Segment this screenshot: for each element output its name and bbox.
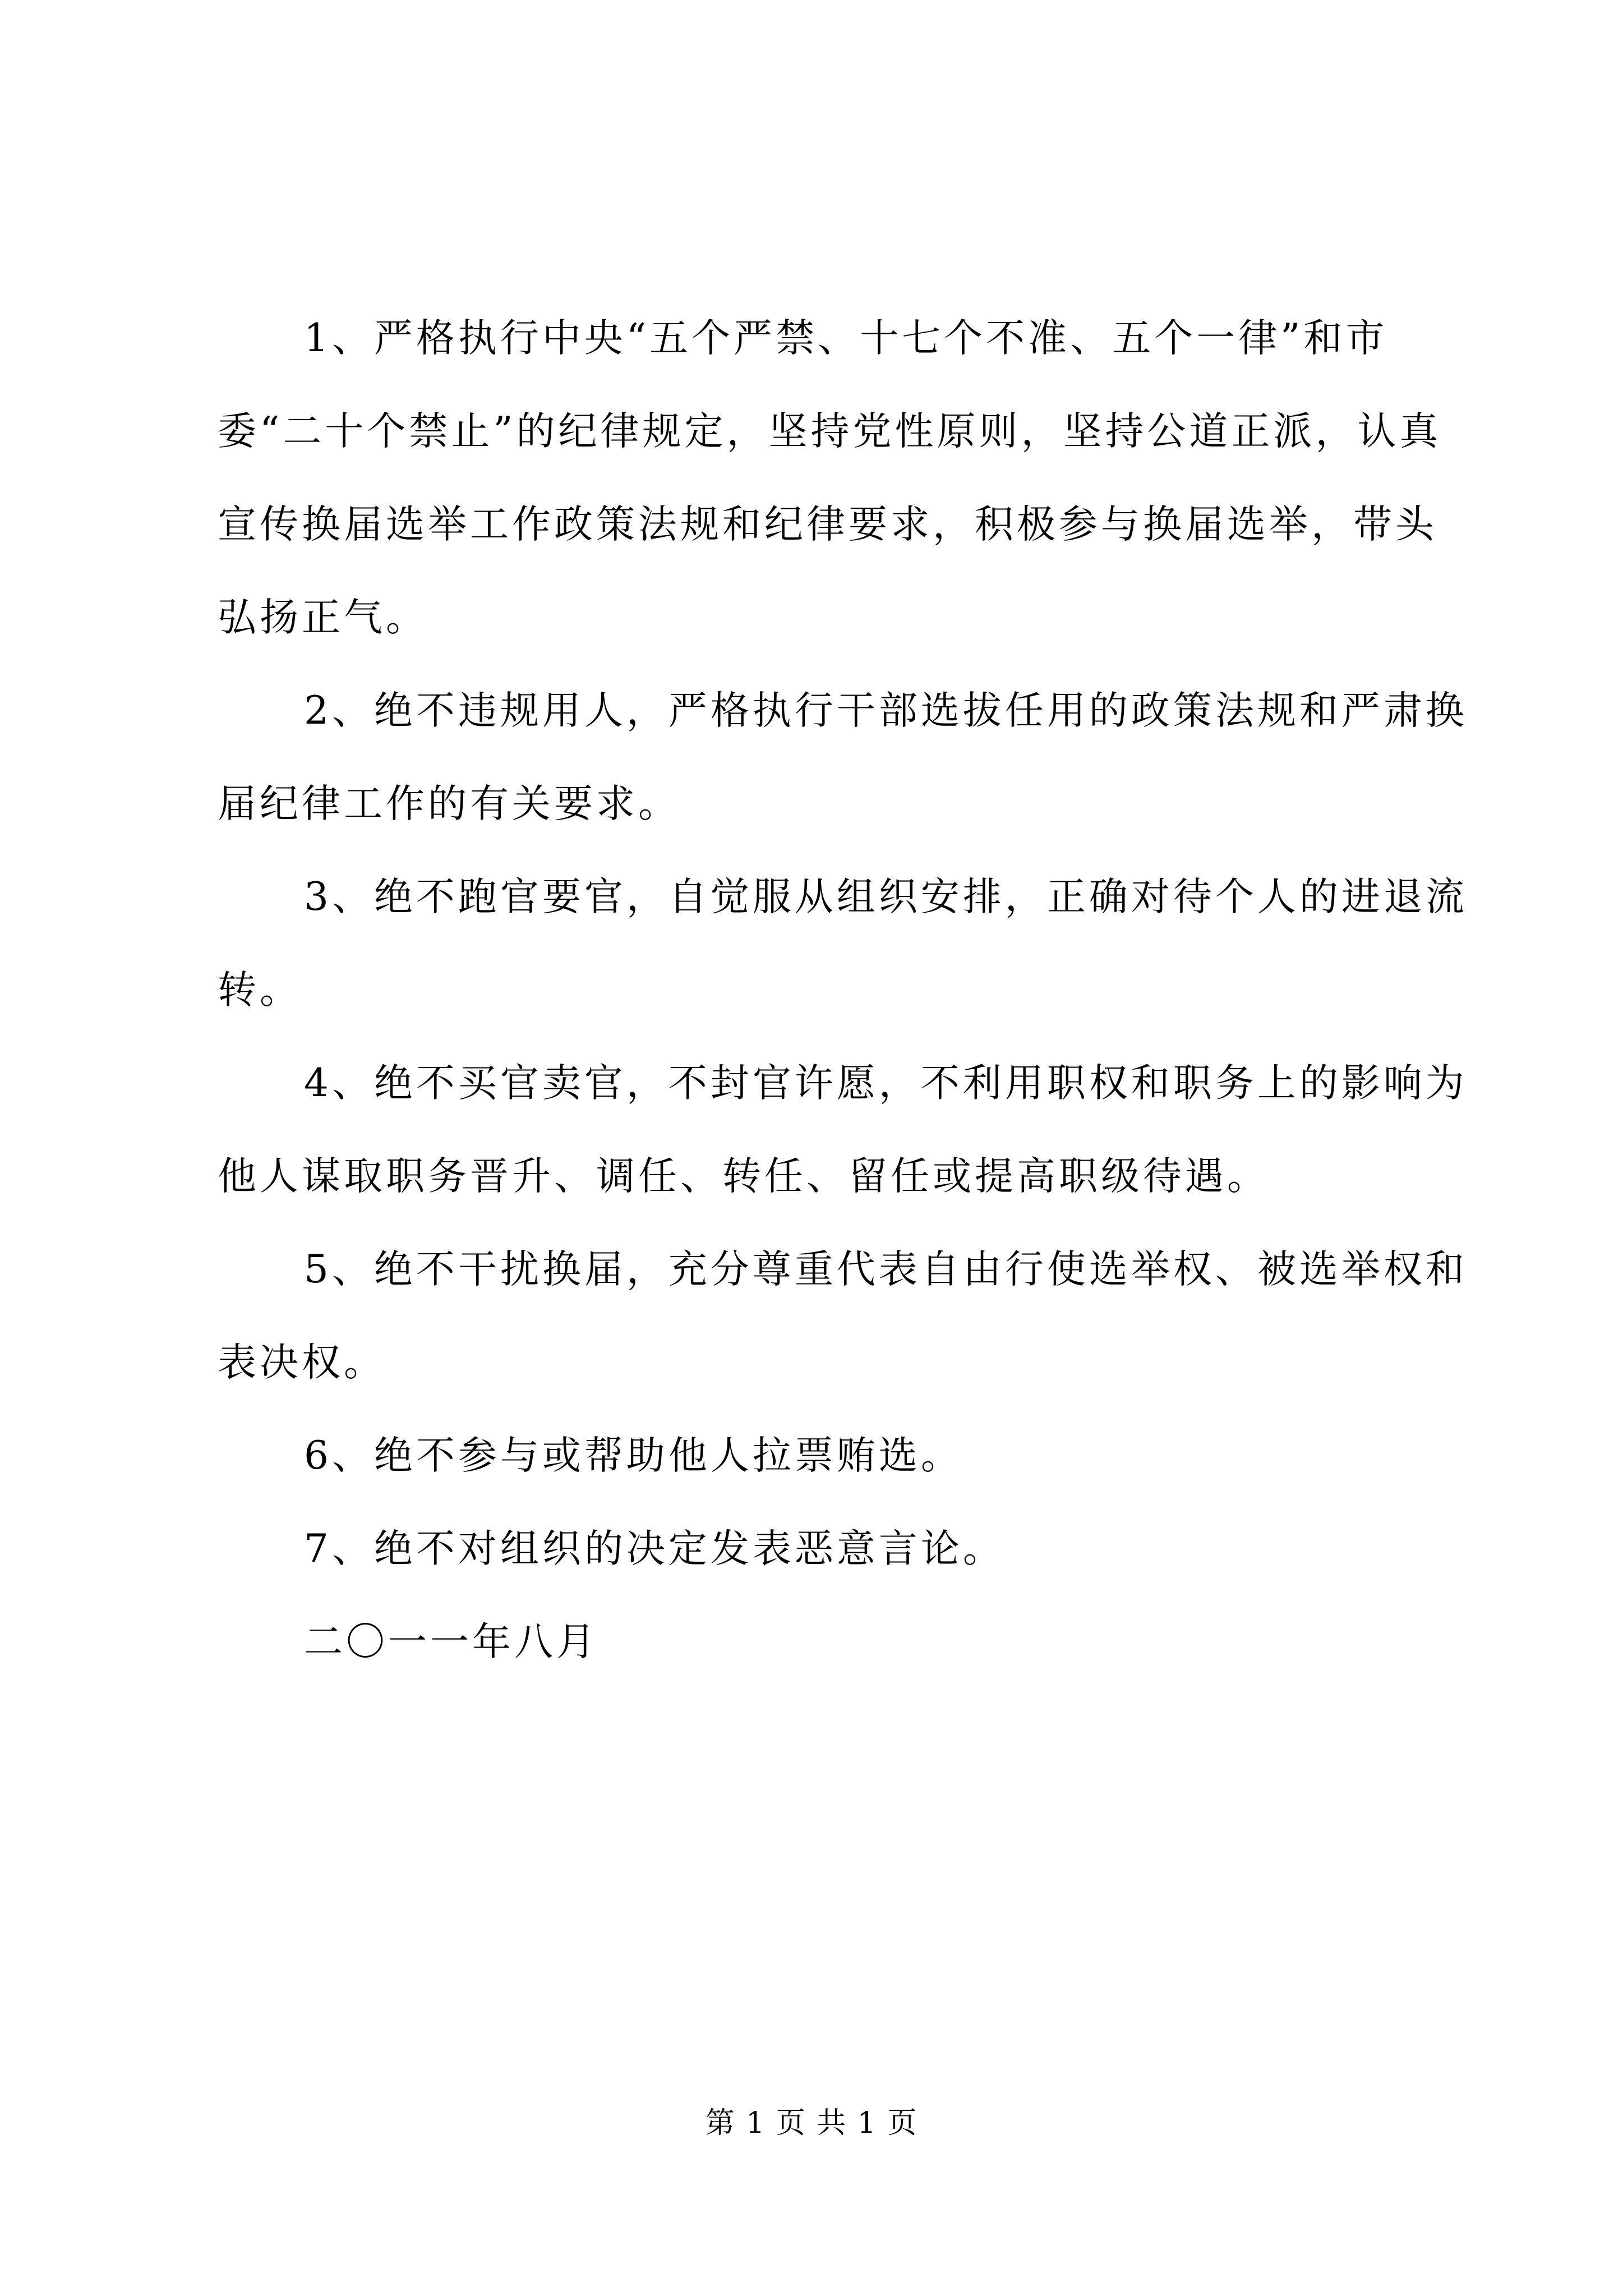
paragraph-4: 4、绝不买官卖官，不封官许愿，不利用职权和职务上的影响为他人谋取职务晋升、调任、转任、留任或提高职级待遇。 — [218, 1061, 1468, 1199]
paragraph-2: 2、绝不违规用人，严格执行干部选拔任用的政策法规和严肃换届纪律工作的有关要求。 — [218, 688, 1468, 826]
page-number-footer: 第 1 页 共 1 页 — [705, 2106, 918, 2140]
paragraph-7: 7、绝不对组织的决定发表恶意言论。 — [304, 1526, 1005, 1571]
paragraph-6: 6、绝不参与或帮助他人拉票贿选。 — [304, 1433, 963, 1478]
document-date: 二〇一一年八月 — [304, 1619, 598, 1664]
paragraph-1: 1、严格执行中央“五个严禁、十七个不准、五个一律”和市委“二十个禁止”的纪律规定，坚持党性原则，坚持公道正派，认真宣传换届选举工作政策法规和纪律要求，积极参与换届选举，带头弘扬正气。 — [218, 316, 1442, 640]
paragraph-5: 5、绝不干扰换届，充分尊重代表自由行使选举权、被选举权和表决权。 — [218, 1247, 1468, 1385]
paragraph-3: 3、绝不跑官要官，自觉服从组织安排，正确对待个人的进退流转。 — [218, 875, 1468, 1013]
document-body — [218, 292, 1468, 1688]
